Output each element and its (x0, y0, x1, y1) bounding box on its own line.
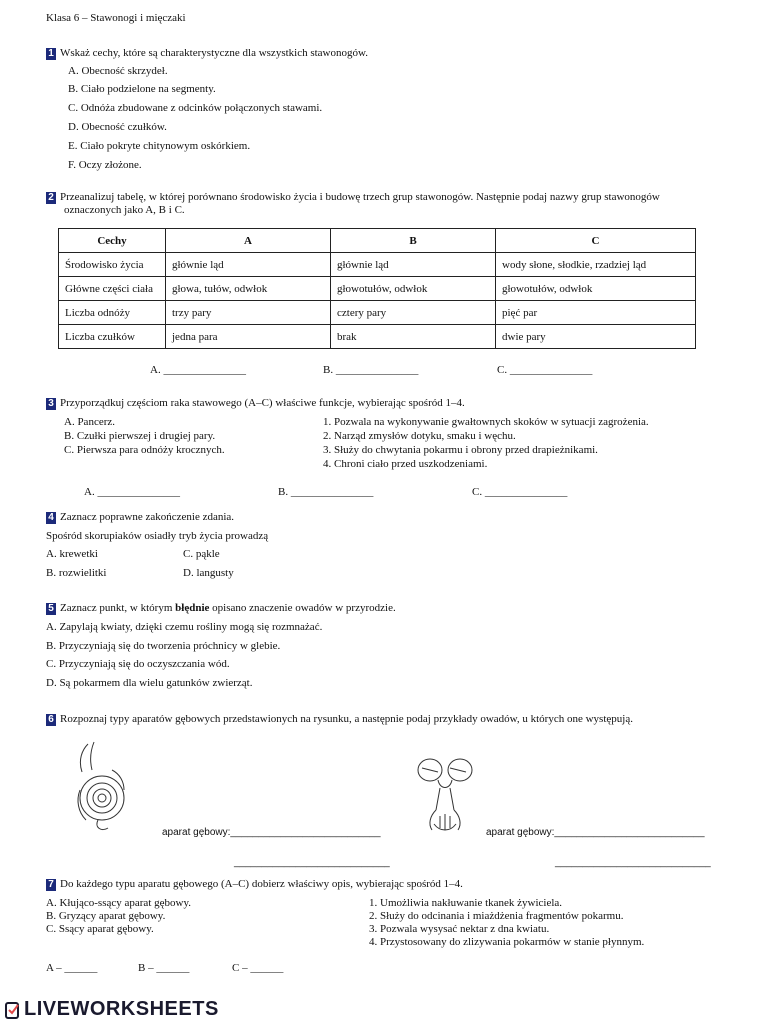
table-cell: cztery pary (331, 301, 496, 325)
table-cell: głowa, tułów, odwłok (166, 277, 331, 301)
option[interactable]: A. Obecność skrzydeł. (68, 65, 168, 77)
table-cell: Liczba odnóży (59, 301, 166, 325)
question-text: Zaznacz punkt, w którym (60, 602, 176, 614)
question-text-end: opisano znaczenie owadów w przyrodzie. (209, 602, 396, 614)
question-stem: Spośród skorupiaków osiadły tryb życia prowadzą (46, 530, 269, 542)
table-cell: brak (331, 325, 496, 349)
question-text: Przeanalizuj tabelę, w której porównano środowisko życia i budowę trzech grup stawonogów. Następnie podaj nazwy grup stawonogów (60, 191, 660, 203)
question-2 (46, 191, 660, 204)
list-item: A. Kłująco-ssący aparat gębowy. (46, 897, 191, 909)
table-row (59, 301, 696, 325)
question-number: 1 (46, 48, 56, 60)
answer-field-b[interactable]: B. _______________ (278, 486, 374, 498)
table-cell: pięć par (496, 301, 696, 325)
answer-field-a[interactable]: A. _______________ (84, 486, 180, 498)
option[interactable]: C. pąkle (183, 548, 220, 560)
question-3 (46, 397, 465, 410)
page-header: Klasa 6 – Stawonogi i mięczaki (46, 12, 186, 24)
mouthpart-answer-left[interactable]: aparat gębowy:___________________________ (162, 827, 381, 838)
table-cell: Środowisko życia (59, 253, 166, 277)
question-5 (46, 602, 396, 615)
list-item: B. Czułki pierwszej i drugiej pary. (64, 430, 216, 442)
list-item: 1. Pozwala na wykonywanie gwałtownych skoków w sytuacji zagrożenia. (323, 416, 649, 428)
question-text: Wskaż cechy, które są charakterystyczne dla wszystkich stawonogów. (60, 47, 368, 59)
answer-field-c[interactable]: C – ______ (232, 962, 284, 974)
table-cell: Liczba czułków (59, 325, 166, 349)
answer-field-a[interactable]: A. _______________ (150, 364, 246, 376)
question-text: Rozpoznaj typy aparatów gębowych przedstawionych na rysunku, a następnie podaj przykłady owadów, u których one występują. (60, 713, 633, 725)
question-number: 2 (46, 192, 56, 204)
table-header-row (59, 229, 696, 253)
question-text-cont: oznaczonych jako A, B i C. (64, 204, 185, 216)
table-row (59, 277, 696, 301)
option[interactable]: F. Oczy złożone. (68, 159, 142, 171)
table-cell: Główne części ciała (59, 277, 166, 301)
table-cell: głowotułów, odwłok (331, 277, 496, 301)
answer-field-c[interactable]: C. _______________ (472, 486, 568, 498)
table-cell: głównie ląd (331, 253, 496, 277)
list-item: C. Pierwsza para odnóży krocznych. (64, 444, 225, 456)
question-7 (46, 878, 463, 891)
question-number: 6 (46, 714, 56, 726)
question-1 (46, 47, 368, 60)
option[interactable]: A. krewetki (46, 548, 98, 560)
table-cell: głowotułów, odwłok (496, 277, 696, 301)
list-item: 3. Pozwala wysysać nektar z dna kwiatu. (369, 923, 550, 935)
table-header: B (331, 229, 496, 253)
table-cell: jedna para (166, 325, 331, 349)
emphasis: błędnie (175, 602, 210, 614)
table-header: A (166, 229, 331, 253)
fly-head-illustration (410, 754, 482, 836)
option[interactable]: A. Zapylają kwiaty, dzięki czemu rośliny mogą się rozmnażać. (46, 621, 323, 633)
question-6 (46, 713, 633, 726)
list-item: 2. Narząd zmysłów dotyku, smaku i węchu. (323, 430, 516, 442)
logo-icon (4, 1000, 22, 1020)
table-cell: trzy pary (166, 301, 331, 325)
question-number: 3 (46, 398, 56, 410)
table-header: C (496, 229, 696, 253)
answer-field-c[interactable]: C. _______________ (497, 364, 593, 376)
list-item: 4. Przystosowany do zlizywania pokarmów w stanie płynnym. (369, 936, 645, 948)
answer-field-a[interactable]: A – ______ (46, 962, 98, 974)
option[interactable]: C. Odnóża zbudowane z odcinków połączonych stawami. (68, 102, 323, 114)
question-text: Do każdego typu aparatu gębowego (A–C) dobierz właściwy opis, wybierając spośród 1–4. (60, 878, 463, 890)
comparison-table (58, 228, 696, 349)
question-4 (46, 511, 234, 524)
list-item: A. Pancerz. (64, 416, 116, 428)
option[interactable]: D. Są pokarmem dla wielu gatunków zwierząt. (46, 677, 253, 689)
answer-field-b[interactable]: B. _______________ (323, 364, 419, 376)
option[interactable]: E. Ciało pokryte chitynowym oskórkiem. (68, 140, 251, 152)
list-item: B. Gryzący aparat gębowy. (46, 910, 166, 922)
answer-field-b[interactable]: B – ______ (138, 962, 190, 974)
mouthpart-answer-right[interactable]: aparat gębowy:___________________________ (486, 827, 705, 838)
option[interactable]: B. Ciało podzielone na segmenty. (68, 83, 216, 95)
question-number: 5 (46, 603, 56, 615)
question-text: Zaznacz poprawne zakończenie zdania. (60, 511, 235, 523)
table-row (59, 253, 696, 277)
logo-text: LIVEWORKSHEETS (24, 998, 219, 1020)
list-item: 1. Umożliwia nakłuwanie tkanek żywiciela. (369, 897, 563, 909)
list-item: 4. Chroni ciało przed uszkodzeniami. (323, 458, 488, 470)
option[interactable]: C. Przyczyniają się do oczyszczania wód. (46, 658, 230, 670)
question-number: 4 (46, 512, 56, 524)
table-cell: dwie pary (496, 325, 696, 349)
question-text: Przyporządkuj częściom raka stawowego (A–C) właściwe funkcje, wybierając spośród 1–4. (60, 397, 465, 409)
option[interactable]: D. langusty (183, 567, 234, 579)
liveworksheets-logo[interactable] (4, 998, 219, 1021)
question-number: 7 (46, 879, 56, 891)
list-item: 2. Służy do odcinania i miażdżenia fragmentów pokarmu. (369, 910, 624, 922)
example-answer-left[interactable]: ____________________________ (234, 857, 390, 868)
example-answer-right[interactable]: ____________________________ (555, 857, 711, 868)
option[interactable]: B. Przyczyniają się do tworzenia próchnicy w glebie. (46, 640, 281, 652)
butterfly-head-illustration (68, 740, 140, 836)
option[interactable]: B. rozwielitki (46, 567, 107, 579)
table-cell: wody słone, słodkie, rzadziej ląd (496, 253, 696, 277)
table-cell: głównie ląd (166, 253, 331, 277)
list-item: C. Ssący aparat gębowy. (46, 923, 154, 935)
table-header: Cechy (59, 229, 166, 253)
list-item: 3. Służy do chwytania pokarmu i obrony przed drapieżnikami. (323, 444, 598, 456)
table-row (59, 325, 696, 349)
option[interactable]: D. Obecność czułków. (68, 121, 167, 133)
